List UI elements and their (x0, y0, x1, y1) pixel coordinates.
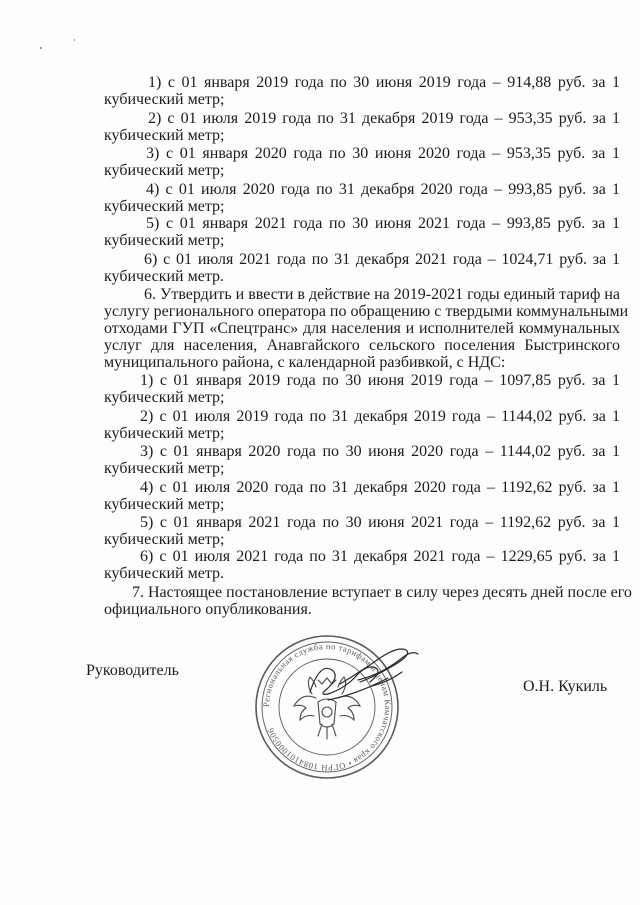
tariff1-item-2-line: 2) с 01 июля 2019 года по 31 декабря 2019 года – 953,35 руб. за 1 (148, 110, 620, 127)
tariff2-item-5-tail: кубический метр; (104, 531, 225, 548)
tariff1-item-3-line: 3) с 01 января 2020 года по 30 июня 2020 года – 953,35 руб. за 1 (146, 145, 620, 162)
tariff1-item-4-tail: кубический метр; (104, 198, 225, 215)
tariff2-item-4-line: 4) с 01 июля 2020 года по 31 декабря 2020 года – 1192,62 руб. за 1 (140, 479, 620, 496)
item6-line-3: отходами ГУП «Спецтранс» для населения и исполнителей коммунальных (104, 320, 620, 337)
tariff1-item-4-line: 4) с 01 июля 2020 года по 31 декабря 2020 года – 993,85 руб. за 1 (146, 181, 620, 198)
scan-speck (74, 39, 75, 41)
signature-name: О.Н. Кукиль (523, 678, 608, 695)
signature-title: Руководитель (86, 662, 179, 679)
tariff2-item-4-tail: кубический метр; (104, 496, 225, 513)
item6-line-1: 6. Утвердить и ввести в действие на 2019-2021 годы единый тариф на (144, 286, 621, 303)
svg-text:Региональная служба по тарифам: Региональная служба по тарифам и ценам Камчатского края • ОГРН 1084101000506 (260, 640, 394, 774)
tariff1-item-1-line: 1) с 01 января 2019 года по 30 июня 2019 года – 914,88 руб. за 1 (148, 74, 620, 91)
item7-line-2: официального опубликования. (104, 601, 312, 618)
tariff2-item-2-line: 2) с 01 июля 2019 года по 31 декабря 2019 года – 1144,02 руб. за 1 (140, 408, 620, 425)
tariff1-item-1-tail: кубический метр; (104, 91, 225, 108)
tariff2-item-6-tail: кубический метр. (104, 565, 224, 582)
item6-line-4: услуг для населения, Анавгайского сельского поселения Быстринского (104, 337, 620, 354)
item6-line-2: услугу регионального оператора по обращению с твердыми коммунальными (104, 303, 629, 320)
tariff2-item-2-tail: кубический метр; (104, 425, 225, 442)
tariff2-item-3-line: 3) с 01 января 2020 года по 30 июня 2020 года – 1144,02 руб. за 1 (140, 443, 620, 460)
scan-speck (40, 47, 42, 49)
tariff2-item-1-line: 1) с 01 января 2019 года по 30 июня 2019 года – 1097,85 руб. за 1 (140, 372, 620, 389)
tariff1-item-6-tail: кубический метр. (104, 268, 224, 285)
tariff2-item-6-line: 6) с 01 июля 2021 года по 31 декабря 2021 года – 1229,65 руб. за 1 (140, 548, 620, 565)
tariff2-item-5-line: 5) с 01 января 2021 года по 30 июня 2021 года – 1192,62 руб. за 1 (140, 514, 620, 531)
item7-line-1: 7. Настоящее постановление вступает в силу через десять дней после его (132, 584, 632, 601)
item6-line-5: муниципального района, с календарной разбивкой, с НДС: (104, 354, 506, 371)
tariff1-item-2-tail: кубический метр; (104, 127, 225, 144)
handwritten-signature (300, 640, 440, 720)
tariff2-item-3-tail: кубический метр; (104, 460, 225, 477)
tariff2-item-1-tail: кубический метр; (104, 389, 225, 406)
tariff1-item-6-line: 6) с 01 июля 2021 года по 31 декабря 2021 года – 1024,71 руб. за 1 (144, 251, 620, 268)
tariff1-item-5-line: 5) с 01 января 2021 года по 30 июня 2021 года – 993,85 руб. за 1 (146, 215, 620, 232)
tariff1-item-5-tail: кубический метр; (104, 232, 225, 249)
tariff1-item-3-tail: кубический метр; (104, 162, 225, 179)
